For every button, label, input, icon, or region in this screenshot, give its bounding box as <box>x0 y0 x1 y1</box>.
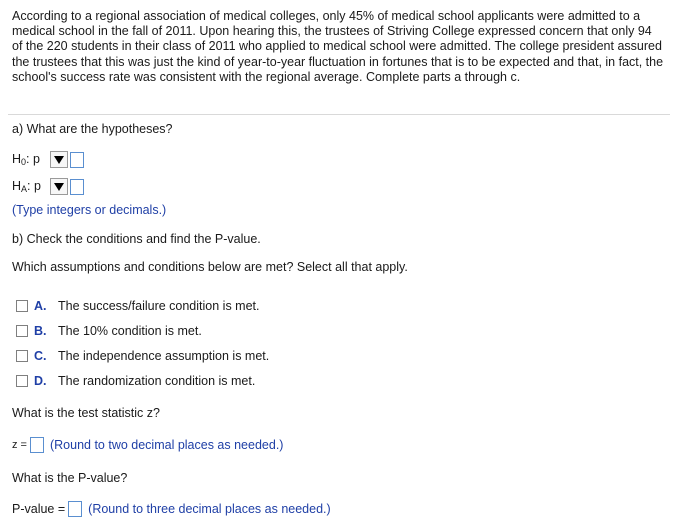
option-a[interactable] <box>16 299 259 313</box>
z-question: What is the test statistic z? <box>12 406 160 420</box>
z-input[interactable] <box>30 437 44 453</box>
dropdown-arrow-icon <box>54 183 64 191</box>
option-text: The success/failure condition is met. <box>58 299 260 313</box>
p-value-input[interactable] <box>68 501 82 517</box>
p-hint: (Round to three decimal places as needed.) <box>88 502 331 516</box>
part-b-question: b) Check the conditions and find the P-value. <box>12 232 261 246</box>
checkbox-b[interactable] <box>16 325 28 337</box>
checkbox-a[interactable] <box>16 300 28 312</box>
option-text: The 10% condition is met. <box>58 324 202 338</box>
dropdown-arrow-icon <box>54 156 64 164</box>
conditions-prompt: Which assumptions and conditions below are met? Select all that apply. <box>12 260 408 274</box>
part-a-note: (Type integers or decimals.) <box>12 203 167 217</box>
option-letter: C. <box>34 349 47 363</box>
option-letter: A. <box>34 299 47 313</box>
option-text: The independence assumption is met. <box>58 349 270 363</box>
option-d[interactable] <box>16 374 255 388</box>
z-row <box>12 437 283 453</box>
p-row <box>12 501 331 517</box>
ha-row <box>12 178 84 195</box>
checkbox-c[interactable] <box>16 350 28 362</box>
p-question: What is the P-value? <box>12 471 128 485</box>
checkbox-d[interactable] <box>16 375 28 387</box>
z-hint: (Round to two decimal places as needed.) <box>49 438 284 452</box>
h0-label: $H_0$: p <box>12 152 40 167</box>
divider <box>8 114 670 115</box>
h0-value-input[interactable] <box>70 152 84 168</box>
option-c[interactable] <box>16 349 269 363</box>
z-label: z = <box>12 439 27 451</box>
p-label: P-value = <box>12 502 66 516</box>
ha-operator-dropdown[interactable] <box>50 178 68 195</box>
option-letter: D. <box>34 374 47 388</box>
h0-row <box>12 151 84 168</box>
option-b[interactable] <box>16 324 202 338</box>
option-letter: B. <box>34 324 47 338</box>
part-a-question: a) What are the hypotheses? <box>12 122 173 136</box>
h0-operator-dropdown[interactable] <box>50 151 68 168</box>
ha-value-input[interactable] <box>70 179 84 195</box>
problem-statement: According to a regional association of medical colleges, only 45% of medical school applicants were admitted to a medical school in the fall of 2011. Upon hearing this, the trustees of Striving College expressed concern that only 94 of the 220 students in their class of 2011 who applied to medical school were admitted. The college president assured the trustees that this was just the kind of year-to-year fluctuation in fortunes that is to be expected and that, in fact, the school's success rate was consistent with the regional average. Complete parts a through c. <box>12 9 664 84</box>
ha-label: $H_A$: p <box>12 179 41 194</box>
option-text: The randomization condition is met. <box>58 374 256 388</box>
